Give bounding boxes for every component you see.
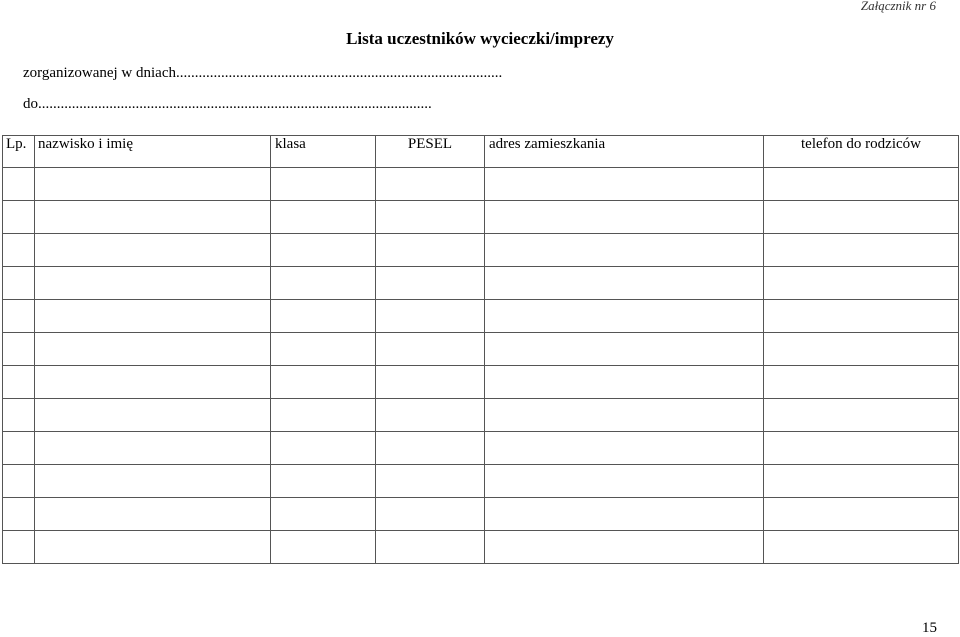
cell-lp (3, 399, 35, 432)
cell-klasa (271, 333, 376, 366)
cell-lp (3, 267, 35, 300)
cell-pesel (376, 300, 485, 333)
cell-pesel (376, 267, 485, 300)
cell-adres (485, 432, 764, 465)
page-number: 15 (922, 620, 937, 636)
cell-name (35, 399, 271, 432)
end-date-line: do......................................................................................................... (23, 96, 432, 112)
cell-telefon (764, 201, 959, 234)
cell-pesel (376, 531, 485, 564)
cell-adres (485, 399, 764, 432)
header-telefon: telefon do rodziców (764, 136, 959, 168)
cell-klasa (271, 465, 376, 498)
document-title: Lista uczestników wycieczki/imprezy (346, 29, 614, 48)
cell-lp (3, 333, 35, 366)
cell-lp (3, 366, 35, 399)
cell-adres (485, 498, 764, 531)
participants-table (2, 135, 959, 564)
cell-pesel (376, 432, 485, 465)
cell-adres (485, 168, 764, 201)
table-row (3, 201, 959, 234)
cell-name (35, 366, 271, 399)
cell-adres (485, 531, 764, 564)
table-row (3, 399, 959, 432)
table-row (3, 333, 959, 366)
cell-telefon (764, 366, 959, 399)
cell-pesel (376, 234, 485, 267)
cell-klasa (271, 432, 376, 465)
cell-adres (485, 333, 764, 366)
cell-klasa (271, 531, 376, 564)
cell-name (35, 531, 271, 564)
cell-name (35, 300, 271, 333)
cell-name (35, 498, 271, 531)
cell-telefon (764, 168, 959, 201)
table-row (3, 531, 959, 564)
cell-klasa (271, 234, 376, 267)
header-pesel: PESEL (376, 136, 485, 168)
cell-name (35, 168, 271, 201)
cell-telefon (764, 234, 959, 267)
cell-klasa (271, 366, 376, 399)
cell-klasa (271, 300, 376, 333)
table-row (3, 465, 959, 498)
cell-name (35, 432, 271, 465)
cell-lp (3, 465, 35, 498)
cell-name (35, 234, 271, 267)
cell-adres (485, 234, 764, 267)
cell-pesel (376, 399, 485, 432)
cell-name (35, 267, 271, 300)
table-header-row (3, 136, 959, 168)
cell-telefon (764, 531, 959, 564)
cell-telefon (764, 498, 959, 531)
table-row (3, 267, 959, 300)
header-lp: Lp. (3, 136, 35, 168)
cell-adres (485, 267, 764, 300)
cell-lp (3, 168, 35, 201)
table-row (3, 498, 959, 531)
cell-adres (485, 201, 764, 234)
header-name: nazwisko i imię (35, 136, 271, 168)
cell-lp (3, 498, 35, 531)
cell-telefon (764, 432, 959, 465)
cell-pesel (376, 498, 485, 531)
table-row (3, 432, 959, 465)
cell-lp (3, 300, 35, 333)
cell-adres (485, 300, 764, 333)
cell-adres (485, 366, 764, 399)
cell-pesel (376, 366, 485, 399)
cell-adres (485, 465, 764, 498)
table-row (3, 366, 959, 399)
cell-name (35, 465, 271, 498)
table-row (3, 234, 959, 267)
header-klasa: klasa (271, 136, 376, 168)
cell-pesel (376, 168, 485, 201)
cell-pesel (376, 201, 485, 234)
cell-name (35, 333, 271, 366)
cell-klasa (271, 399, 376, 432)
cell-telefon (764, 300, 959, 333)
cell-telefon (764, 333, 959, 366)
cell-pesel (376, 333, 485, 366)
cell-klasa (271, 201, 376, 234)
header-adres: adres zamieszkania (485, 136, 764, 168)
table-body (3, 168, 959, 564)
cell-lp (3, 201, 35, 234)
cell-telefon (764, 465, 959, 498)
table-row (3, 300, 959, 333)
attachment-label: Załącznik nr 6 (860, 0, 936, 13)
cell-telefon (764, 267, 959, 300)
cell-lp (3, 531, 35, 564)
cell-telefon (764, 399, 959, 432)
cell-lp (3, 234, 35, 267)
cell-pesel (376, 465, 485, 498)
table-row (3, 168, 959, 201)
cell-lp (3, 432, 35, 465)
cell-name (35, 201, 271, 234)
organized-dates-line: zorganizowanej w dniach....................................................................................... (23, 65, 503, 81)
cell-klasa (271, 498, 376, 531)
cell-klasa (271, 267, 376, 300)
cell-klasa (271, 168, 376, 201)
